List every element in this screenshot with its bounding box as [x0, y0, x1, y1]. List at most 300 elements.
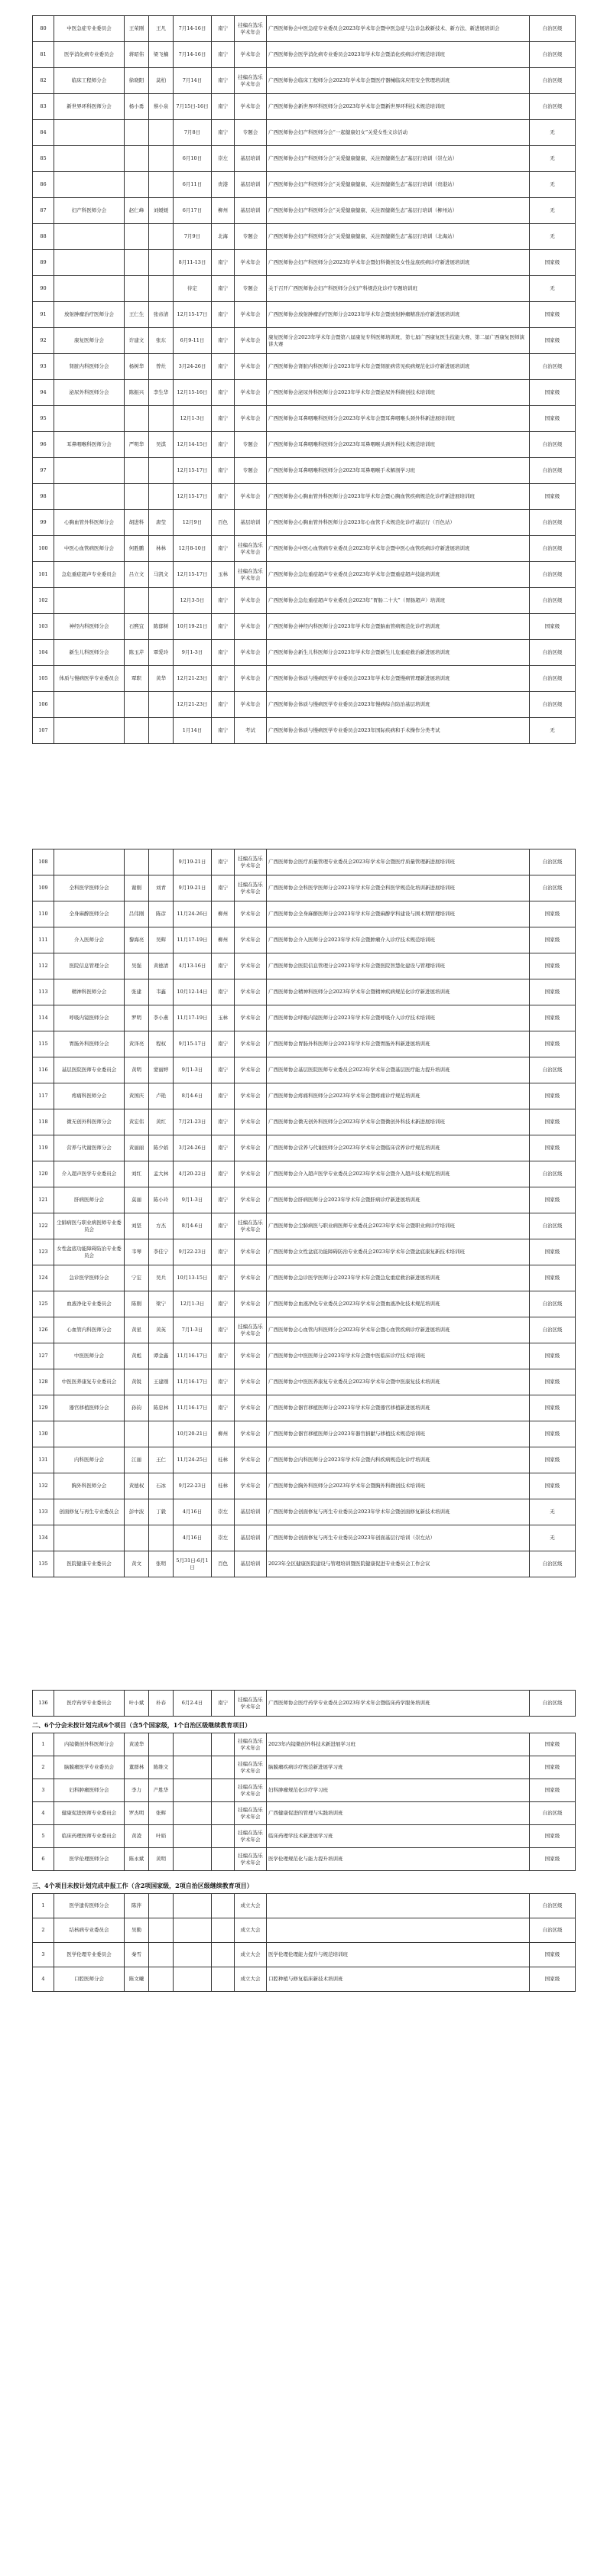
table-cell: 康复医师分会2023年学术年会暨第八届康复专科医师培训班、第七届广西康复医生技能大赛、第二届广西康复医师演讲大赛 — [267, 328, 530, 354]
table-cell: 南宁 — [212, 1161, 235, 1187]
table-cell — [54, 146, 125, 172]
table-cell: 严明华 — [125, 432, 149, 458]
table-cell: 学术年会 — [235, 1447, 267, 1473]
table-cell: 挂编在选乐学术年会 — [235, 1213, 267, 1239]
table-cell: 覃职 — [125, 666, 149, 692]
table-cell — [125, 849, 149, 875]
table-cell: 广西医师协会妇产科医师分会“一起健康妇女”关爱女性义诊活动 — [267, 120, 530, 146]
table-row — [33, 1447, 576, 1473]
table-cell: 自治区级 — [530, 1918, 576, 1943]
table-cell: 百色 — [212, 510, 235, 536]
table-cell: 南宁 — [212, 718, 235, 744]
table-cell: 12月1-3日 — [174, 1291, 212, 1317]
table-cell: 韦琴 — [125, 1239, 149, 1265]
table-cell: 广西医师协会尘肺病医与职业病医师专业委员会2023年学术年会暨职业病诊疗培训班 — [267, 1213, 530, 1239]
table-cell: 自治区级 — [530, 458, 576, 484]
table-cell: 崇左 — [212, 1499, 235, 1525]
table-cell: 陈忠林 — [149, 1395, 174, 1421]
table-cell — [54, 1421, 125, 1447]
table-row — [33, 1825, 576, 1848]
table-cell: 学术年会 — [235, 979, 267, 1005]
table-cell: 南宁 — [212, 1057, 235, 1083]
table-cell: 7月14-16日 — [174, 16, 212, 42]
table-cell: 广西医师协会全科医学医师分会2023年学术年会暨全科医学规范化培训新进展培训班 — [267, 875, 530, 901]
table-cell: 100 — [33, 536, 54, 562]
table-cell: 112 — [33, 953, 54, 979]
table-cell — [212, 1802, 235, 1825]
table-cell — [125, 718, 149, 744]
table-cell — [149, 406, 174, 432]
table-row — [33, 484, 576, 510]
table-cell: 12月8-10日 — [174, 536, 212, 562]
table-cell: 李小燕 — [149, 1005, 174, 1031]
table-cell: 12月3-5日 — [174, 588, 212, 614]
table-cell: 中医心血管病医师分会 — [54, 536, 125, 562]
table-cell: 自治区级 — [530, 1802, 576, 1825]
table-row — [33, 1031, 576, 1057]
table-cell: 自治区级 — [530, 1551, 576, 1577]
table-cell — [125, 692, 149, 718]
table-cell: 医疗药学专业委员会 — [54, 1691, 125, 1717]
table-cell: 陈彦 — [149, 901, 174, 927]
table-cell: 133 — [33, 1499, 54, 1525]
table-cell: 挂编在选乐学术年会 — [235, 1317, 267, 1343]
table-cell: 南宁 — [212, 250, 235, 276]
table-cell: 94 — [33, 380, 54, 406]
table-cell: 97 — [33, 458, 54, 484]
training-plan-table-part2 — [32, 849, 576, 1577]
table-cell: 104 — [33, 640, 54, 666]
table-cell: 6月10日 — [174, 146, 212, 172]
table-cell: 国家级 — [530, 380, 576, 406]
table-cell: 国家级 — [530, 1265, 576, 1291]
table-cell: 吴勤 — [125, 1918, 149, 1943]
table-cell: 南宁 — [212, 1265, 235, 1291]
table-cell: 黄锐 — [125, 1369, 149, 1395]
table-cell: 1 — [33, 1733, 54, 1756]
table-cell: 张东 — [149, 328, 174, 354]
table-cell — [149, 1967, 174, 1992]
table-cell: 广西医师协会创面修复与再生专业委员会2023年学术年会暨创面修复新技术培训班 — [267, 1499, 530, 1525]
table-cell: 王仁生 — [125, 302, 149, 328]
table-cell — [149, 1525, 174, 1551]
table-cell: 自治区级 — [530, 849, 576, 875]
table-row — [33, 510, 576, 536]
table-cell: 92 — [33, 328, 54, 354]
table-row — [33, 1918, 576, 1943]
table-cell: 器官移植医师分会 — [54, 1395, 125, 1421]
table-cell: 国家级 — [530, 1733, 576, 1756]
table-cell: 9月19-21日 — [174, 849, 212, 875]
table-cell: 98 — [33, 484, 54, 510]
table-cell: 广西医师协会耳鼻咽喉科医师分会2023年耳鼻咽喉头颈外科技术规范培训班 — [267, 432, 530, 458]
table-cell: 136 — [33, 1691, 54, 1717]
table-cell: 88 — [33, 224, 54, 250]
table-cell: 国家级 — [530, 406, 576, 432]
table-cell: 广西医师协会妇产科医师分会“关爱健康健康、关注固健微生态”基层行培训（贵港站） — [267, 172, 530, 198]
table-cell: 国家级 — [530, 1083, 576, 1109]
table-cell: 103 — [33, 614, 54, 640]
table-cell: 胸外科医师分会 — [54, 1473, 125, 1499]
table-cell: 曾灶 — [149, 354, 174, 380]
table-cell — [174, 1756, 212, 1779]
table-cell: 韦鑫 — [149, 979, 174, 1005]
table-cell: 覃爱玲 — [149, 640, 174, 666]
table-cell: 国家级 — [530, 1421, 576, 1447]
table-cell: 肾脏内科医师分会 — [54, 354, 125, 380]
table-cell: 国家级 — [530, 1967, 576, 1992]
table-cell — [212, 1825, 235, 1848]
table-cell: 吴淇 — [149, 432, 174, 458]
table-row — [33, 849, 576, 875]
table-cell: 135 — [33, 1551, 54, 1577]
table-cell: 广西医师协会中医急症专业委员会2023年学术年会暨中医急症与急诊急救新技术、新方法、新进展培训会 — [267, 16, 530, 42]
table-cell — [174, 1733, 212, 1756]
table-cell: 学术年会 — [235, 1005, 267, 1031]
table-cell: 学术年会 — [235, 94, 267, 120]
table-cell: 自治区级 — [530, 1691, 576, 1717]
table-cell: 4月20-22日 — [174, 1161, 212, 1187]
table-cell: 广西医师协会女性盆底功能障碍防治专业委员会2023年学术年会暨盆底康复新技术培训班 — [267, 1239, 530, 1265]
table-cell: 130 — [33, 1421, 54, 1447]
table-cell: 99 — [33, 510, 54, 536]
table-cell: 广西医师协会中医医养康复专业委员会2023年学术年会暨中医康复技术培训班 — [267, 1369, 530, 1395]
table-cell: 梁飞楠 — [149, 42, 174, 68]
training-plan-table-part3 — [32, 1690, 576, 1717]
table-cell — [174, 1918, 212, 1943]
table-row — [33, 1135, 576, 1161]
table-cell — [54, 406, 125, 432]
table-cell: 124 — [33, 1265, 54, 1291]
table-cell: 广西医师协会器官移植医师分会2023年器官捐献与移植技术规范培训班 — [267, 1421, 530, 1447]
table-cell: 广西医师协会内科医师分会2023年学术年会暨内科疾病规范化诊疗培训班 — [267, 1447, 530, 1473]
table-cell: 11月24-26日 — [174, 901, 212, 927]
table-cell: 国家级 — [530, 1447, 576, 1473]
table-cell: 林林 — [149, 536, 174, 562]
table-cell: 4月16日 — [174, 1525, 212, 1551]
table-cell: 口腔医师分会 — [54, 1967, 125, 1992]
table-cell: 成立大会 — [235, 1894, 267, 1918]
table-cell: 南宁 — [212, 614, 235, 640]
table-cell — [54, 250, 125, 276]
table-cell: 6 — [33, 1848, 54, 1871]
table-cell — [54, 224, 125, 250]
table-cell: 学术年会 — [235, 1083, 267, 1109]
table-cell: 9月1-3日 — [174, 1187, 212, 1213]
table-cell: 南宁 — [212, 536, 235, 562]
table-cell: 医学伦理规范化与能力提升培训班 — [267, 1848, 530, 1871]
table-cell: 李生华 — [149, 380, 174, 406]
table-cell: 吴辉 — [149, 927, 174, 953]
table-cell: 2023年全区健康医院建设与管理培训暨医院健康促进专业委员会工作会议 — [267, 1551, 530, 1577]
table-cell: 自治区级 — [530, 68, 576, 94]
table-cell: 85 — [33, 146, 54, 172]
table-cell — [212, 1918, 235, 1943]
table-cell: 11月16-17日 — [174, 1395, 212, 1421]
table-cell: 医学消化病专业委员会 — [54, 42, 125, 68]
table-cell: 5 — [33, 1825, 54, 1848]
table-cell: 王建刚 — [149, 1369, 174, 1395]
table-cell: 自治区级 — [530, 510, 576, 536]
table-cell: 胡进科 — [125, 510, 149, 536]
table-row — [33, 614, 576, 640]
table-cell: 学术年会 — [235, 328, 267, 354]
table-cell: 黄明 — [149, 1848, 174, 1871]
table-cell: 自治区级 — [530, 1161, 576, 1187]
table-cell: 江丽 — [125, 1447, 149, 1473]
table-cell — [267, 1894, 530, 1918]
table-cell: 罗杰明 — [125, 1802, 149, 1825]
table-cell: 广西医师协会心胸血管外科医师分会2023年心血管手术规范化诊疗基层行（百色站） — [267, 510, 530, 536]
table-cell — [174, 1825, 212, 1848]
table-cell: 挂编在选乐学术年会 — [235, 1779, 267, 1802]
table-cell: 脑膜瘤医学专业委员会 — [54, 1756, 125, 1779]
table-cell: 9月1-3日 — [174, 640, 212, 666]
table-row — [33, 94, 576, 120]
table-cell: 广西医师协会妇产科医师分会“关爱健康健康、关注固健微生态”基层行培训（北海站） — [267, 224, 530, 250]
table-row — [33, 875, 576, 901]
table-cell: 黄明 — [125, 1057, 149, 1083]
table-cell: 新生儿科医师分会 — [54, 640, 125, 666]
table-cell: 南宁 — [212, 666, 235, 692]
table-cell: 黄宏伟 — [125, 1109, 149, 1135]
table-cell: 7月15日-16日 — [174, 94, 212, 120]
table-cell: 彭中波 — [125, 1499, 149, 1525]
table-cell: 肝病医师分会 — [54, 1187, 125, 1213]
table-cell: 国家级 — [530, 328, 576, 354]
table-cell: 体质与慢病医学专业委员会 — [54, 666, 125, 692]
table-cell: 学术年会 — [235, 484, 267, 510]
table-cell: 学术年会 — [235, 614, 267, 640]
table-row — [33, 953, 576, 979]
table-cell: 蔡小泉 — [149, 94, 174, 120]
table-cell: 陈振兴 — [125, 380, 149, 406]
table-cell: 医院信息管理分会 — [54, 953, 125, 979]
table-cell: 耳鼻咽喉科医师分会 — [54, 432, 125, 458]
table-cell: 广西医师协会器官移植医师分会2023年学术年会暨器官移植新进展培训班 — [267, 1395, 530, 1421]
table-cell: 南宁 — [212, 328, 235, 354]
table-cell: 学术年会 — [235, 1239, 267, 1265]
table-cell: 黄红 — [149, 1109, 174, 1135]
table-cell: 贵港 — [212, 172, 235, 198]
table-cell: 广西医师协会疼痛科医师分会2023年学术年会暨疼痛诊疗规范培训班 — [267, 1083, 530, 1109]
table-row — [33, 380, 576, 406]
table-cell: 梁宁 — [149, 1291, 174, 1317]
table-cell: 9月22-23日 — [174, 1239, 212, 1265]
table-cell — [125, 458, 149, 484]
table-cell: 6月2-4日 — [174, 1691, 212, 1717]
table-cell: 百色 — [212, 1551, 235, 1577]
table-cell: 126 — [33, 1317, 54, 1343]
table-cell: 12月15-17日 — [174, 302, 212, 328]
table-cell: 101 — [33, 562, 54, 588]
table-row — [33, 1779, 576, 1802]
table-cell: 自治区级 — [530, 640, 576, 666]
table-cell: 赵仁峰 — [125, 198, 149, 224]
table-cell: 口腔种植与修复临床新技术培训班 — [267, 1967, 530, 1992]
table-cell: 学术年会 — [235, 1031, 267, 1057]
table-cell — [149, 120, 174, 146]
table-cell: 广西医师协会胃肠外科医师分会2023年学术年会暨胃肠外科新进展培训班 — [267, 1031, 530, 1057]
table-cell: 学术年会 — [235, 588, 267, 614]
table-cell: 无 — [530, 146, 576, 172]
table-cell: 10月13-15日 — [174, 1265, 212, 1291]
table-cell: 自治区级 — [530, 1057, 576, 1083]
table-cell: 广西医师协会泌尿外科医师分会2023年学术年会暨泌尿外科微创技术培训班 — [267, 380, 530, 406]
table-cell: 孙钧 — [125, 1395, 149, 1421]
table-cell: 自治区级 — [530, 432, 576, 458]
table-cell: 张建 — [125, 979, 149, 1005]
table-cell: 90 — [33, 276, 54, 302]
table-cell: 女性盆底功能障碍防治专业委员会 — [54, 1239, 125, 1265]
table-cell: 胃肠外科医师分会 — [54, 1031, 125, 1057]
table-cell: 叶小斌 — [125, 1691, 149, 1717]
table-cell: 关于召开广西医师协会妇产科医师分会妇产科规范化诊疗专题培训班 — [267, 276, 530, 302]
table-cell: 南宁 — [212, 1135, 235, 1161]
table-cell: 黄星 — [125, 1317, 149, 1343]
table-cell: 5月31日-6月1日 — [174, 1551, 212, 1577]
table-cell: 无 — [530, 172, 576, 198]
table-cell: 许建文 — [125, 328, 149, 354]
table-cell: 基层培训 — [235, 198, 267, 224]
table-cell: 12月15-17日 — [174, 562, 212, 588]
table-cell — [212, 1967, 235, 1992]
table-cell: 成立大会 — [235, 1967, 267, 1992]
table-cell — [125, 1421, 149, 1447]
table-cell: 南宁 — [212, 1239, 235, 1265]
table-cell: 80 — [33, 16, 54, 42]
table-cell: 柳州 — [212, 901, 235, 927]
table-cell: 挂编在选乐学术年会 — [235, 875, 267, 901]
table-cell — [54, 692, 125, 718]
table-row — [33, 328, 576, 354]
table-cell: 广西健康促进的管理与实践培训班 — [267, 1802, 530, 1825]
table-cell: 南宁 — [212, 1395, 235, 1421]
table-cell: 128 — [33, 1369, 54, 1395]
table-cell: 南宁 — [212, 1031, 235, 1057]
table-row — [33, 1395, 576, 1421]
table-cell: 专题会 — [235, 432, 267, 458]
table-cell: 李力 — [125, 1779, 149, 1802]
table-cell: 基层培训 — [235, 172, 267, 198]
table-cell: 基层培训 — [235, 146, 267, 172]
table-cell: 陈刚 — [125, 1291, 149, 1317]
table-cell: 广西医师协会胸外科医师分会2023年学术年会暨胸外科微创技术培训班 — [267, 1473, 530, 1499]
table-cell: 挂编在选乐学术年会 — [235, 1802, 267, 1825]
table-cell: 127 — [33, 1343, 54, 1369]
table-cell — [54, 718, 125, 744]
table-cell: 吕立文 — [125, 562, 149, 588]
table-cell: 广西医师协会妇产科医师分会“关爱健康健康、关注固健微生态”基层行培训（崇左站） — [267, 146, 530, 172]
table-cell: 南宁 — [212, 302, 235, 328]
table-row — [33, 1083, 576, 1109]
table-cell: 王仁 — [149, 1447, 174, 1473]
table-cell: 11月16-17日 — [174, 1343, 212, 1369]
table-cell: 广西医师协会体质与慢病医学专业委员会2023年国际疾病和手术操作分类考试 — [267, 718, 530, 744]
table-cell: 黄凌华 — [125, 1733, 149, 1756]
table-cell: 84 — [33, 120, 54, 146]
table-cell: 2 — [33, 1918, 54, 1943]
table-cell: 谭金鑫 — [149, 1343, 174, 1369]
table-cell: 109 — [33, 875, 54, 901]
table-cell: 唐莹 — [149, 510, 174, 536]
table-cell — [125, 276, 149, 302]
table-cell — [149, 1918, 174, 1943]
table-cell: 6月17日 — [174, 198, 212, 224]
table-cell: 学术年会 — [235, 1057, 267, 1083]
section-title-undeclared: 三、4个项目未按计划完成申报工作（含2项国家级，2项自治区级继续教育项目） — [32, 1882, 253, 1889]
table-cell: 125 — [33, 1291, 54, 1317]
table-cell: 北海 — [212, 224, 235, 250]
table-cell: 广西医师协会妇产科医师分会“关爱健康健康、关注固健微生态”基层行培训（柳州站） — [267, 198, 530, 224]
table-cell: 7月14-16日 — [174, 42, 212, 68]
table-cell: 12月15-16日 — [174, 380, 212, 406]
table-cell: 新世界环科医师分会 — [54, 94, 125, 120]
training-plan-table-part1 — [32, 15, 576, 744]
table-cell: 86 — [33, 172, 54, 198]
table-row — [33, 1733, 576, 1756]
table-row — [33, 1691, 576, 1717]
table-cell: 119 — [33, 1135, 54, 1161]
table-cell: 尘肺病医与职业病医师专业委员会 — [54, 1213, 125, 1239]
table-cell: 学术年会 — [235, 666, 267, 692]
table-cell: 待定 — [174, 276, 212, 302]
table-cell: 介入医师分会 — [54, 927, 125, 953]
table-cell: 无 — [530, 718, 576, 744]
table-cell: 广西医师协会耳鼻咽喉科医师分会2023年耳鼻咽喉手术解剖学习班 — [267, 458, 530, 484]
table-cell: 广西医师协会呼吸内镜医师分会2023年学术年会暨呼吸介入诊疗技术培训班 — [267, 1005, 530, 1031]
table-cell: 成立大会 — [235, 1943, 267, 1967]
table-cell: 南宁 — [212, 979, 235, 1005]
table-cell: 2 — [33, 1756, 54, 1779]
table-cell: 广西医师协会精神科医师分会2023年学术年会暨精神疾病规范化诊疗新进展培训班 — [267, 979, 530, 1005]
table-cell: 卢艳 — [149, 1083, 174, 1109]
table-row — [33, 1265, 576, 1291]
table-cell: 南宁 — [212, 588, 235, 614]
table-cell: 柳州 — [212, 927, 235, 953]
table-cell: 医学伦理医师分会 — [54, 1848, 125, 1871]
table-cell: 自治区级 — [530, 16, 576, 42]
table-cell: 桂林 — [212, 1447, 235, 1473]
table-cell: 广西医师协会耳鼻咽喉科医师分会2023年学术年会暨耳鼻咽喉头颈外科新进展培训班 — [267, 406, 530, 432]
table-cell: 广西医师协会血液净化专业委员会2023年学术年会暨血液净化技术规范培训班 — [267, 1291, 530, 1317]
table-cell: 健康促进医师专业委员会 — [54, 1802, 125, 1825]
table-cell: 7月1-3日 — [174, 1317, 212, 1343]
table-cell: 急危重症超声专业委员会 — [54, 562, 125, 588]
table-cell: 120 — [33, 1161, 54, 1187]
table-row — [33, 1499, 576, 1525]
table-cell: 广西医师协会妇产科医师分会2023年学术年会暨妇科微创及女性盆底疾病诊疗新进展培训班 — [267, 250, 530, 276]
table-cell: 介入超声医学专业委员会 — [54, 1161, 125, 1187]
table-cell — [149, 1894, 174, 1918]
table-cell: 广西医师协会微无创外科医师分会2023年学术年会暨微创外科技术新进展培训班 — [267, 1109, 530, 1135]
table-cell: 自治区级 — [530, 1894, 576, 1918]
table-row — [33, 146, 576, 172]
table-cell: 秦雪 — [125, 1943, 149, 1967]
table-cell: 妇产科医师分会 — [54, 198, 125, 224]
table-row — [33, 1317, 576, 1343]
table-cell: 医学遗传医师分会 — [54, 1894, 125, 1918]
table-cell: 血液净化专业委员会 — [54, 1291, 125, 1317]
table-cell: 国家级 — [530, 1395, 576, 1421]
table-cell: 学术年会 — [235, 1473, 267, 1499]
table-cell: 95 — [33, 406, 54, 432]
table-row — [33, 1848, 576, 1871]
table-row — [33, 1551, 576, 1577]
table-cell — [149, 1421, 174, 1447]
table-cell: 学术年会 — [235, 692, 267, 718]
table-cell: 114 — [33, 1005, 54, 1031]
